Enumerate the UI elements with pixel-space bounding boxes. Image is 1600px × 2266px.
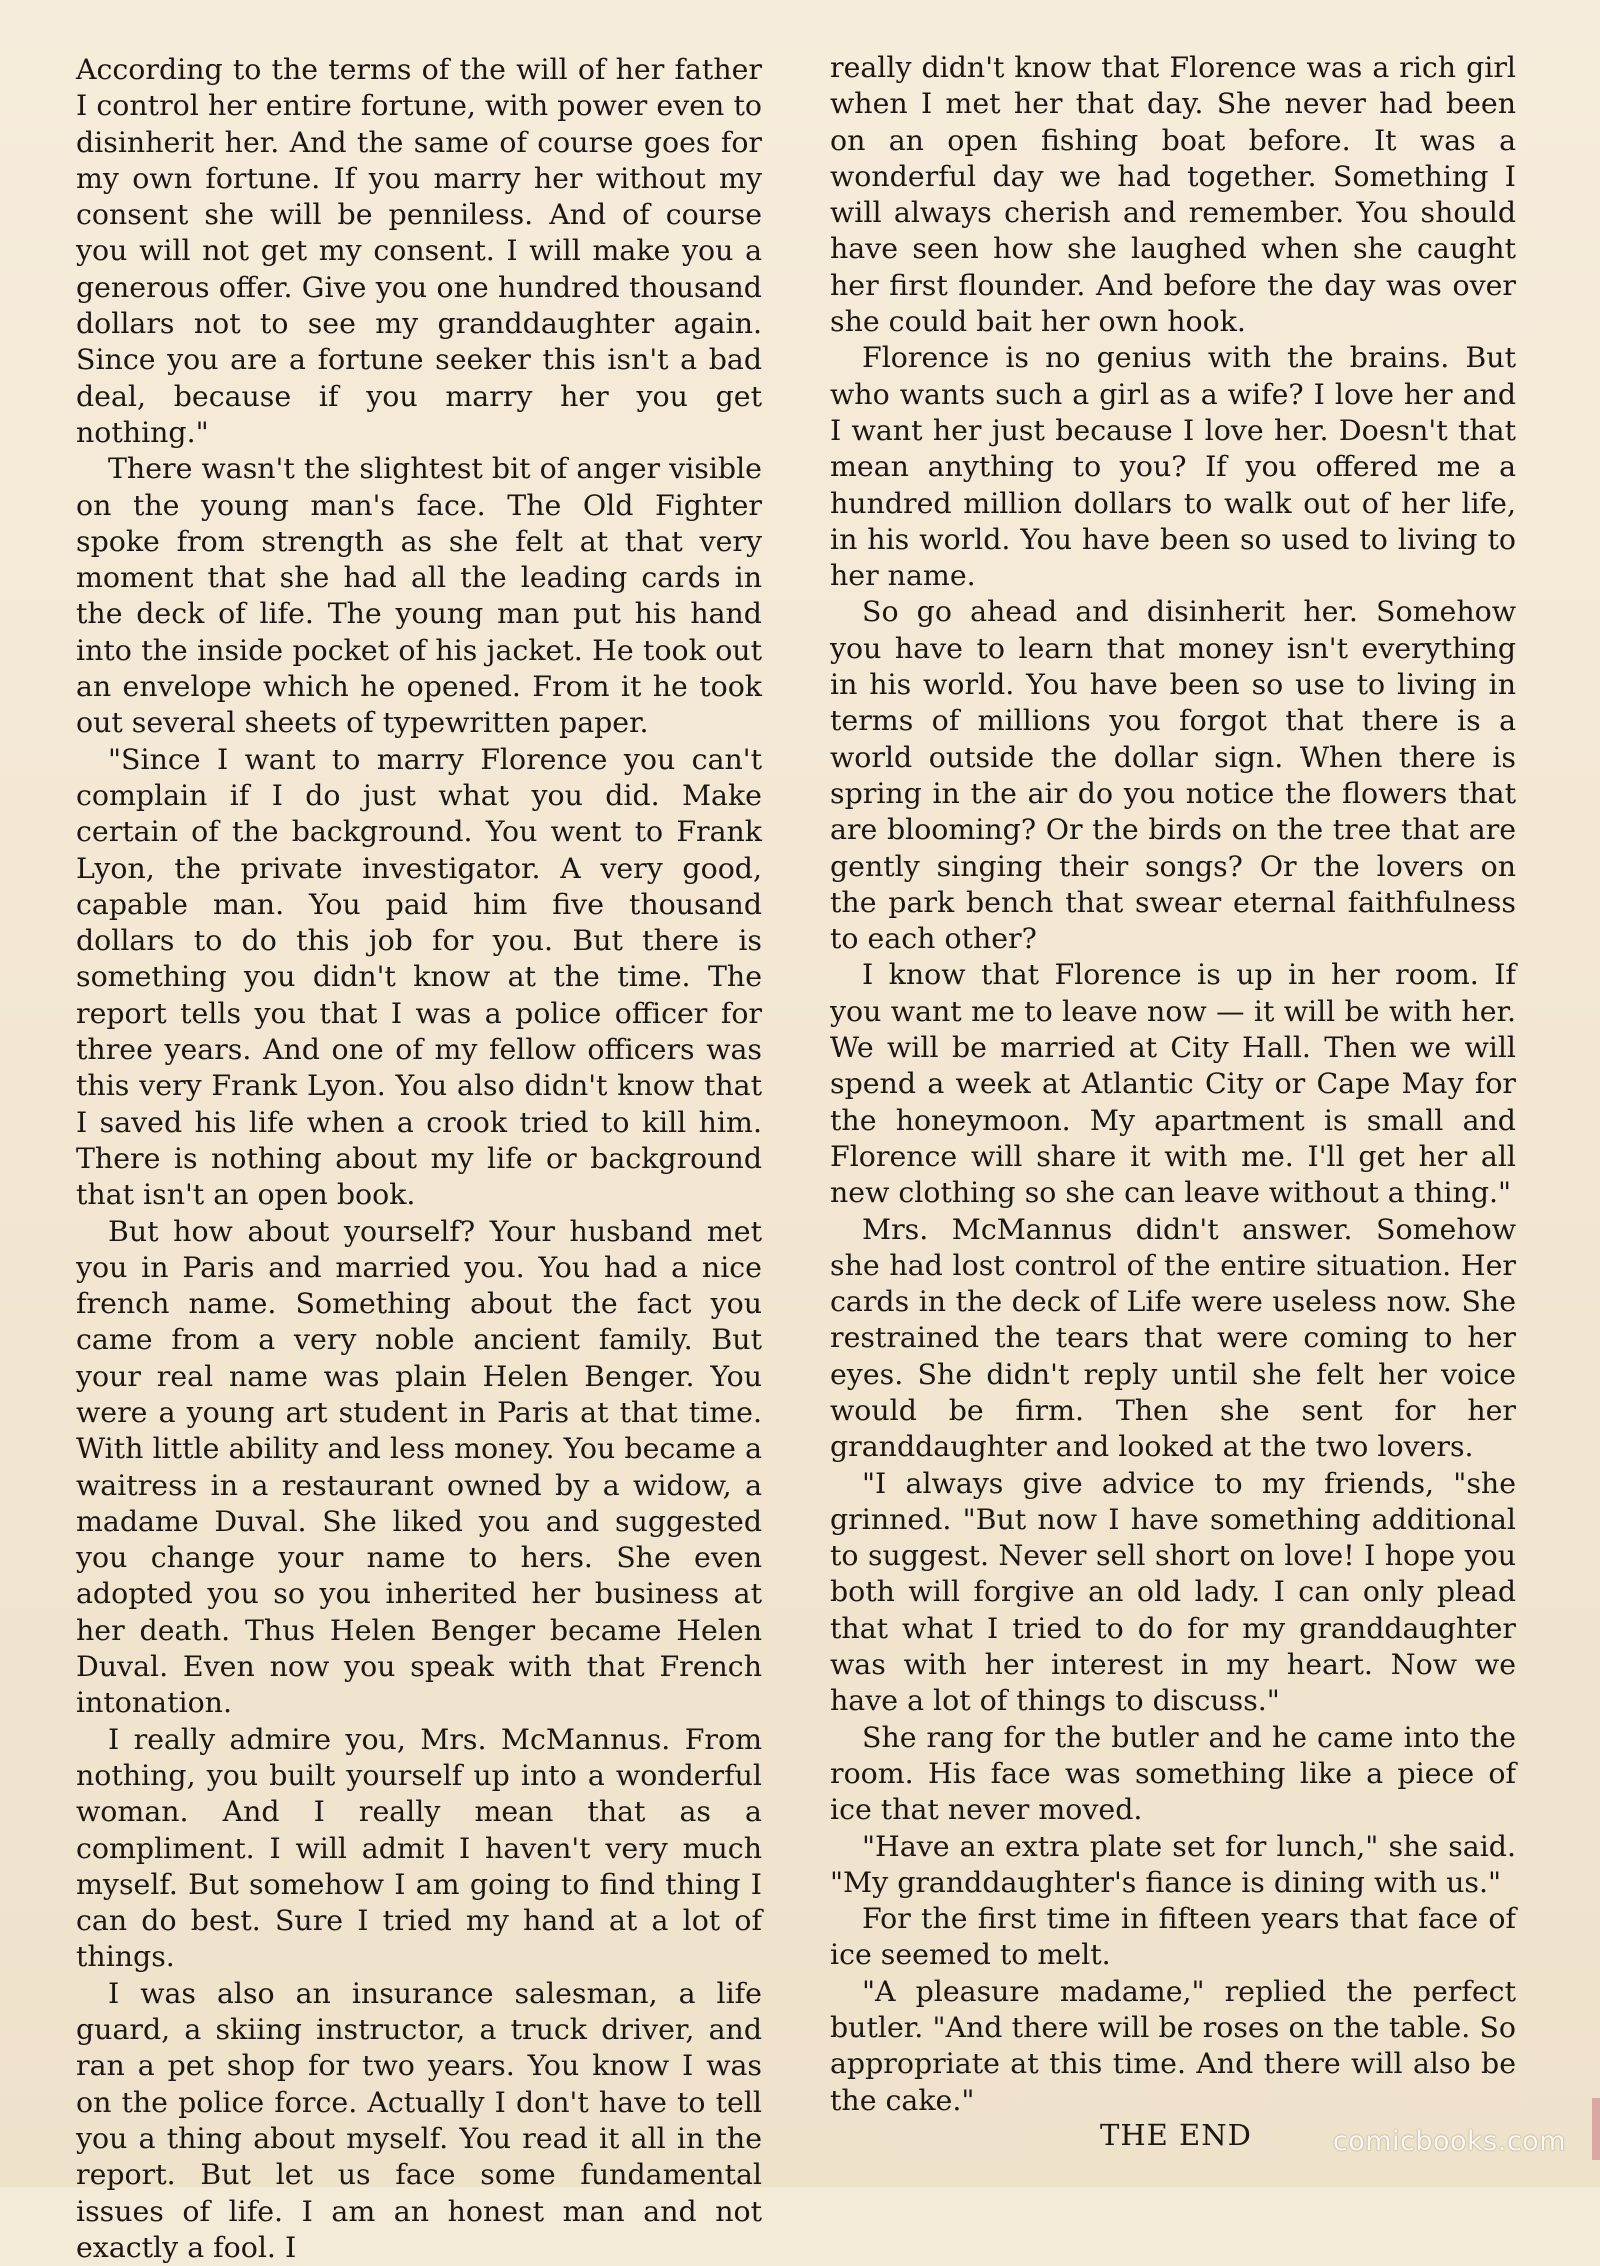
story-column-left [76, 52, 762, 2266]
paragraph: really didn't know that Florence was a rich girl when I met her that day. She never had been on an open fishing boat before. It was a wonderful day we had together. Something I will always cherish and remember. You should have seen how she laughed when she caught her first flounder. And before the day was over she could bait her own hook. [830, 51, 1516, 339]
paragraph: I really admire you, Mrs. McMannus. From nothing, you built yourself up into a wonderful woman. And I really mean that as a compliment. I will admit I haven't very much myself. But somehow I am going to find thing I can do best. Sure I tried my hand at a lot of things. [76, 1722, 762, 1974]
the-end-label: THE END [1100, 2118, 1252, 2152]
paragraph: For the first time in fifteen years that face of ice seemed to melt. [830, 1902, 1516, 1972]
paragraph: I was also an insurance salesman, a life guard, a skiing instructor, a truck driver, and ran a pet shop for two years. You know I was on the police force. Actually I don't have to tell you a thing about myself. You read it all in the report. But let us face some fundamental issues of life. I am an honest man and not exactly a fool. I [76, 1976, 762, 2264]
paragraph: I know that Florence is up in her room. If you want me to leave now — it will be with her. We will be married at City Hall. Then we will spend a week at Atlantic City or Cape May for the honeymoon. My apartment is small and Florence will share it with me. I'll get her all new clothing so she can leave without a thing." [830, 958, 1516, 1210]
page-edge-marker [1592, 2098, 1600, 2160]
watermark: comicbooks.com [1332, 2126, 1566, 2157]
paragraph: "Have an extra plate set for lunch," she said. "My granddaughter's fiance is dining with us." [830, 1829, 1516, 1899]
paragraph: Florence is no genius with the brains. But who wants such a girl as a wife? I love her and I want her just because I love her. Doesn't that mean anything to you? If you offered me a hundred million dollars to walk out of her life, in his world. You have been so used to living to her name. [830, 341, 1516, 593]
paragraph: "I always give advice to my friends, "she grinned. "But now I have something additional to suggest. Never sell short on love! I hope you both will forgive an old lady. I can only plead that what I tried to do for my granddaughter was with her interest in my heart. Now we have a lot of things to discuss." [830, 1466, 1516, 1718]
story-column-right [830, 50, 1516, 2119]
paragraph: But how about yourself? Your husband met you in Paris and married you. You had a nice french name. Something about the fact you came from a very noble ancient family. But your real name was plain Helen Benger. You were a young art student in Paris at that time. With little ability and less money. You became a waitress in a restaurant owned by a widow, a madame Duval. She liked you and suggested you change your name to hers. She even adopted you so you inherited her business at her death. Thus Helen Benger became Helen Duval. Even now you speak with that French intonation. [76, 1214, 762, 1720]
paragraph: Mrs. McMannus didn't answer. Somehow she had lost control of the entire situation. Her cards in the deck of Life were useless now. She restrained the tears that were coming to her eyes. She didn't reply until she felt her voice would be firm. Then she sent for her granddaughter and looked at the two lovers. [830, 1212, 1516, 1464]
paragraph: "Since I want to marry Florence you can't complain if I do just what you did. Make certain of the background. You went to Frank Lyon, the private investigator. A very good, capable man. You paid him five thousand dollars to do this job for you. But there is something you didn't know at the time. The report tells you that I was a police officer for three years. And one of my fellow officers was this very Frank Lyon. You also didn't know that I saved his life when a crook tried to kill him. There is nothing about my life or background that isn't an open book. [76, 742, 762, 1212]
paragraph: She rang for the butler and he came into the room. His face was something like a piece of ice that never moved. [830, 1720, 1516, 1827]
paragraph: So go ahead and disinherit her. Somehow you have to learn that money isn't everything in his world. You have been so use to living in terms of millions you forgot that there is a world outside the dollar sign. When there is spring in the air do you notice the flowers that are blooming? Or the birds on the tree that are gently singing their songs? Or the lovers on the park bench that swear eternal faithfulness to each other? [830, 595, 1516, 956]
paragraph: There wasn't the slightest bit of anger visible on the young man's face. The Old Fighter spoke from strength as she felt at that very moment that she had all the leading cards in the deck of life. The young man put his hand into the inside pocket of his jacket. He took out an envelope which he opened. From it he took out several sheets of typewritten paper. [76, 452, 762, 740]
paragraph: "A pleasure madame," replied the perfect butler. "And there will be roses on the table. So appropriate at this time. And there will also be the cake." [830, 1974, 1516, 2117]
paragraph: According to the terms of the will of her father I control her entire fortune, with power even to disinherit her. And the same of course goes for my own fortune. If you marry her without my consent she will be penniless. And of course you will not get my consent. I will make you a generous offer. Give you one hundred thousand dollars not to see my granddaughter again. Since you are a fortune seeker this isn't a bad deal, because if you marry her you get nothing." [76, 53, 762, 449]
